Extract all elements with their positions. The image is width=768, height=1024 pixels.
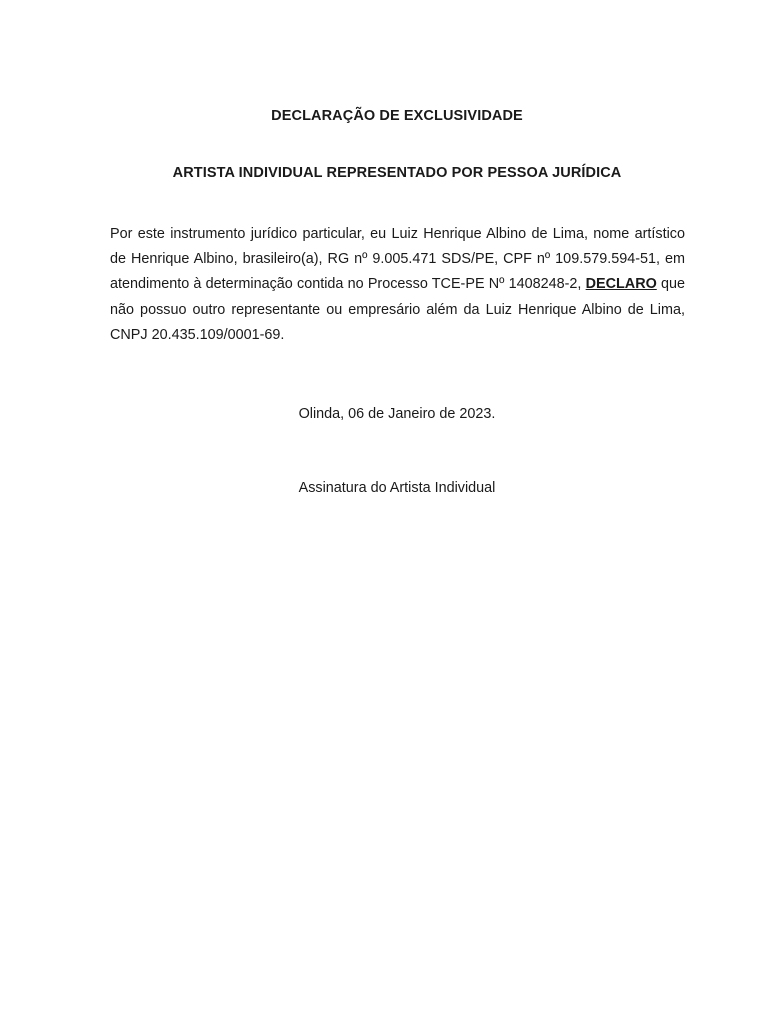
declaration-paragraph <box>110 222 685 348</box>
place-date-line: Olinda, 06 de Janeiro de 2023. <box>298 406 496 422</box>
signature-label: Assinatura do Artista Individual <box>298 480 496 496</box>
declaration-text-part2: que não possuo outro representante ou empresário além da Luiz Henrique Albino de Lima, CNPJ 20.435.109/0001-69. <box>110 276 685 343</box>
document-title: DECLARAÇÃO DE EXCLUSIVIDADE <box>271 108 523 124</box>
document-subtitle: ARTISTA INDIVIDUAL REPRESENTADO POR PESSOA JURÍDICA <box>172 165 622 181</box>
declaro-emphasis: DECLARO <box>585 276 657 293</box>
declaration-text-part1: Por este instrumento jurídico particular, eu Luiz Henrique Albino de Lima, nome artístico de Henrique Albino, brasileiro(a), RG nº 9.005.471 SDS/PE, CPF nº 109.579.594-51, em atendimento à determinação contida no Processo TCE-PE Nº 1408248-2, <box>110 226 685 293</box>
